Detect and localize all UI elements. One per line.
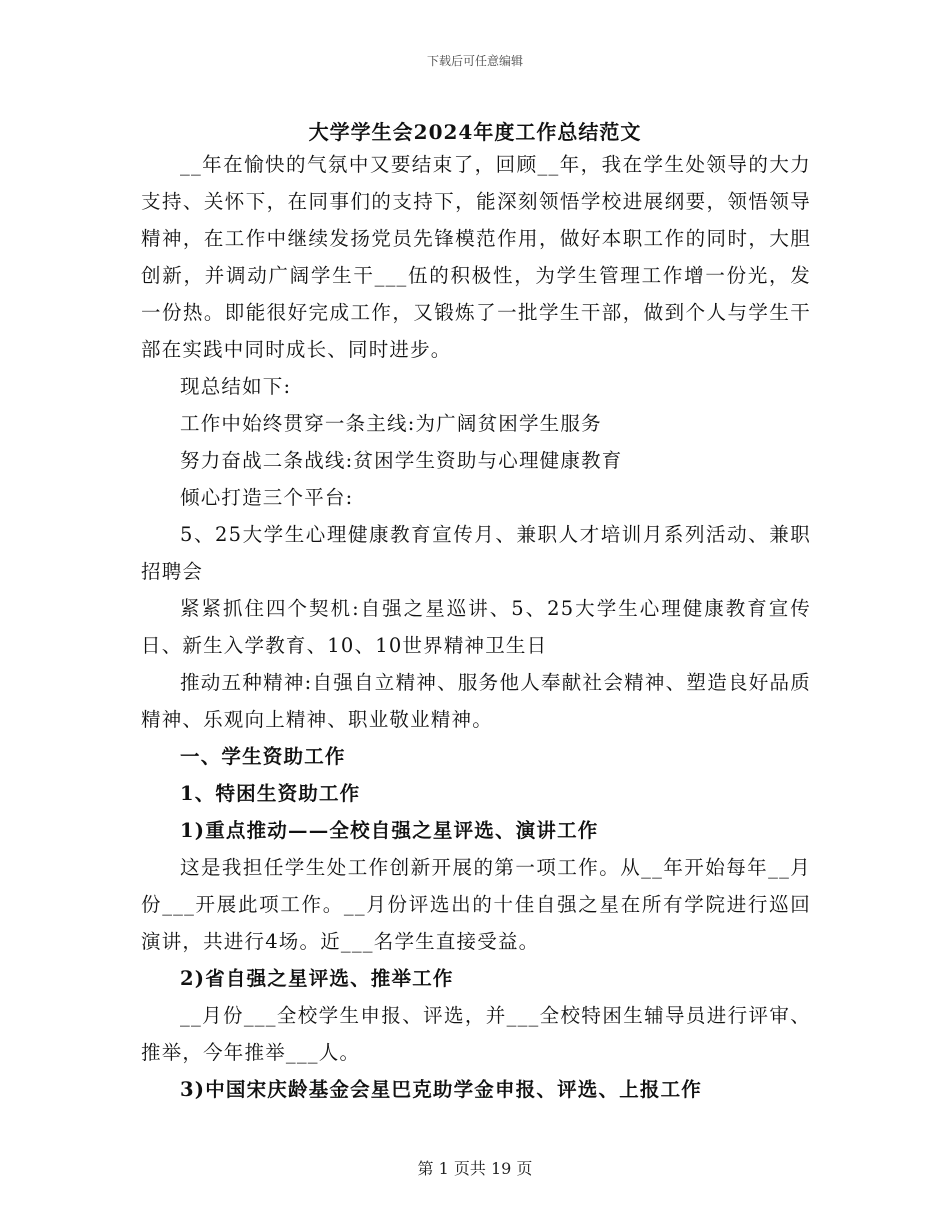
paragraph: 努力奋战二条战线:贫困学生资助与心理健康教育 (180, 449, 623, 472)
section-heading: 一、学生资助工作 (180, 745, 346, 768)
document-title: 大学学生会2024年度工作总结范文 (308, 120, 642, 144)
subsection-heading: 2)省自强之星评选、推举工作 (180, 967, 454, 990)
subsection-heading: 3)中国宋庆龄基金会星巴克助学金申报、评选、上报工作 (180, 1078, 702, 1101)
page-number: 第 1 页共 19 页 (417, 1159, 533, 1178)
paragraph-intro: __年在愉快的气氛中又要结束了，回顾__年，我在学生处领导的大力支持、关怀下，在同事们的支持下，能深刻领悟学校进展纲要，领悟领导精神，在工作中继续发扬党员先锋模范作用，做好本职工作的同时，大胆创新，并调动广阔学生干___伍的积极性，为学生管理工作增一份光，发一份热。即能很好完成工作，又锻炼了一批学生干部，做到个人与学生干部在实践中同时成长、同时进步。 (141, 153, 811, 361)
subsection-heading: 1、特困生资助工作 (180, 782, 361, 805)
paragraph: __月份___全校学生申报、评选，并___全校特困生辅导员进行评审、推举，今年推举___人。 (141, 1004, 811, 1064)
subsection-heading: 1)重点推动——全校自强之星评选、演讲工作 (180, 819, 599, 842)
page-header-note: 下载后可任意编辑 (426, 54, 523, 68)
paragraph: 5、25大学生心理健康教育宣传月、兼职人才培训月系列活动、兼职招聘会 (141, 523, 811, 583)
paragraph: 现总结如下: (180, 375, 292, 398)
document-body (141, 146, 811, 1108)
paragraph: 推动五种精神:自强自立精神、服务他人奉献社会精神、塑造良好品质精神、乐观向上精神、职业敬业精神。 (141, 671, 811, 731)
paragraph: 工作中始终贯穿一条主线:为广阔贫困学生服务 (180, 412, 602, 435)
paragraph: 这是我担任学生处工作创新开展的第一项工作。从__年开始每年__月份___开展此项工作。__月份评选出的十佳自强之星在所有学院进行巡回演讲，共进行4场。近___名学生直接受益。 (141, 856, 811, 953)
paragraph: 紧紧抓住四个契机:自强之星巡讲、5、25大学生心理健康教育宣传日、新生入学教育、10、10世界精神卫生日 (141, 597, 811, 657)
paragraph: 倾心打造三个平台: (180, 486, 354, 509)
